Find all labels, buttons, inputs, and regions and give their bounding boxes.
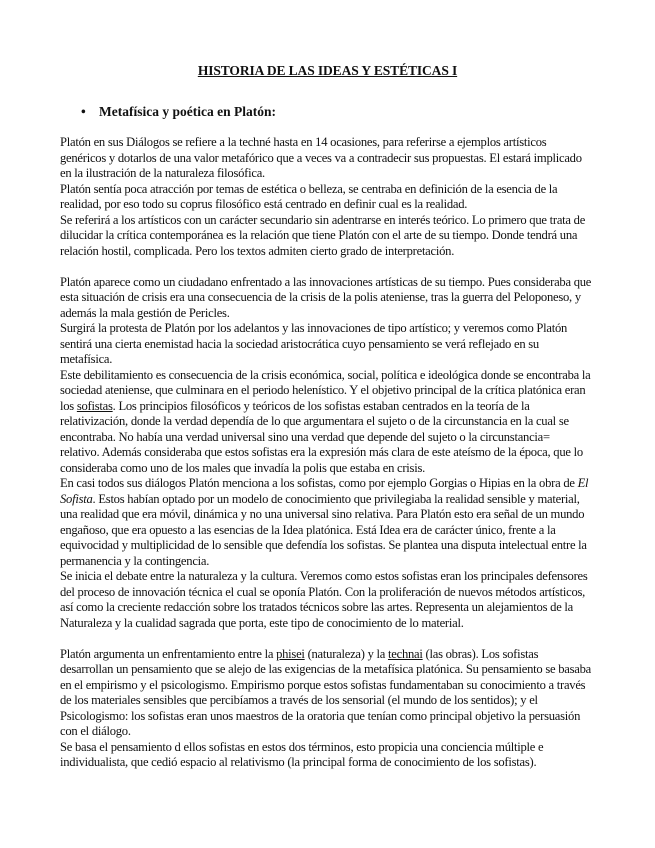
paragraph: Se basa el pensamiento d ellos sofistas en estos dos términos, esto propicia una conciencia múltiple e individualista, que cedió espacio al relativismo (la principal forma de conocimiento de los sofistas). xyxy=(60,739,544,769)
paragraph: Surgirá la protesta de Platón por los adelantos y las innovaciones de tipo artístico; y veremos como Platón sentirá una cierta enemistad hacia la sociedad aristocrática cuyo pensamiento se verá reflejado en su metafísica. xyxy=(60,321,568,366)
section-heading xyxy=(81,104,276,120)
paragraph: Se inicia el debate entre la naturaleza y la cultura. Veremos como estos sofistas eran los principales defensores del proceso de innovación técnica el cual se oponía Platón. Con la proliferación de nuevos métodos artísticos, así como la creciente redacción sobre los tratados técnicos sobre las artes. Representa un alejamientos de la Naturaleza y la cualidad sagrada que porta, este tipo de conocimiento de lo material. xyxy=(60,569,588,630)
paragraph xyxy=(60,368,592,477)
paragraph-spacer xyxy=(60,631,592,647)
text-run: . Estos habían optado por un modelo de conocimiento que privilegiaba la realidad sensible y material, una realidad que era móvil, dinámica y no una universal sino relativa. Para Platón esto era señal de un mundo engañoso, que era opuesto a las esencias de la Idea platónica. Está Idea era de carácter único, frente a la equivocidad y multiplicidad de lo sensible que defendía los sofistas. Se plantea una disputa intelectual entre la permanencia y la contingencia. xyxy=(60,491,587,568)
section-heading-text: Metafísica y poética en Platón: xyxy=(99,104,276,119)
paragraph: Se referirá a los artísticos con un carácter secundario sin adentrarse en interés teórico. Lo primero que trata de dilucidar la crítica contemporánea es la relación que tiene Platón con el arte de su tiempo. Donde tendrá una relación hostil, complicada. Pero los textos admiten cierto grado de interpretación. xyxy=(60,212,586,258)
text-run: Este debilitamiento es consecuencia de la crisis económica, social, política e ideológica donde se encontraba la sociedad ateniense, que culminara en el periodo helenístico. Y el objetivo principal de la crítica platónica eran los xyxy=(60,367,591,413)
paragraph: Platón aparece como un ciudadano enfrentado a las innovaciones artísticas de su tiempo. Pues consideraba que esta situación de crisis era una consecuencia de la crisis de la polis ateniense, tras la guerra del Peloponeso, y además la mala gestión de Pericles. xyxy=(60,274,592,320)
underlined-term-sofistas: sofistas xyxy=(76,398,113,413)
underlined-term-technai: technai xyxy=(388,646,423,661)
text-run: (naturaleza) y la xyxy=(304,646,389,661)
italic-work-title: El Sofista xyxy=(60,476,589,506)
text-run: En casi todos sus diálogos Platón menciona a los sofistas, como por ejemplo Gorgias o Hipias en la obra de xyxy=(60,476,578,490)
paragraph: Platón sentía poca atracción por temas de estética o belleza, se centraba en definición de la esencia de la realidad, por eso todo su coprus filosófico está centrado en definir cual es la realidad. xyxy=(60,181,558,211)
bullet-icon: • xyxy=(81,104,86,119)
paragraph: Platón en sus Diálogos se refiere a la techné hasta en 14 ocasiones, para referirse a ejemplos artísticos genéricos y dotarlos de una valor metafórico que a veces va a contradecir sus propuestas. El estará implicado en la ilustración de la naturaleza filosófica. xyxy=(60,135,582,180)
paragraph xyxy=(60,476,592,569)
document-body xyxy=(60,135,592,771)
underlined-term-phisei: phisei xyxy=(276,646,305,661)
paragraph xyxy=(60,647,592,740)
text-run: . Los principios filosóficos y teóricos de los sofistas estaban centrados en la teoría de la relativización, donde la verdad dependía de lo que argumentara el sujeto o de la circunstancia en la cual se encontraba. No había una verdad universal sino una verdad que depende del sujeto o la circunstancia= relativo. Además consideraba que estos sofistas era la expresión más clara de este ateísmo de la época, que lo consideraba como uno de los males que invadía la polis que estaba en crisis. xyxy=(60,398,583,475)
text-run: (las obras). Los sofistas desarrollan un pensamiento que se alejo de las exigencias de la metafísica platónica. Su pensamiento se basaba en el empirismo y el psicologismo. Empirismo porque estos sofistas fundamentaban su conocimiento a través de los materiales sensibles que percibíamos a través de los sensorial (el mundo de los sentidos); y el Psicologismo: los sofistas eran unos maestros de la oratoria que tenían como principal objetivo la persuasión con el diálogo. xyxy=(60,646,591,738)
document-title: HISTORIA DE LAS IDEAS Y ESTÉTICAS I xyxy=(197,63,458,78)
text-run: Platón argumenta un enfrentamiento entre la xyxy=(60,646,277,661)
paragraph-spacer xyxy=(60,259,592,275)
